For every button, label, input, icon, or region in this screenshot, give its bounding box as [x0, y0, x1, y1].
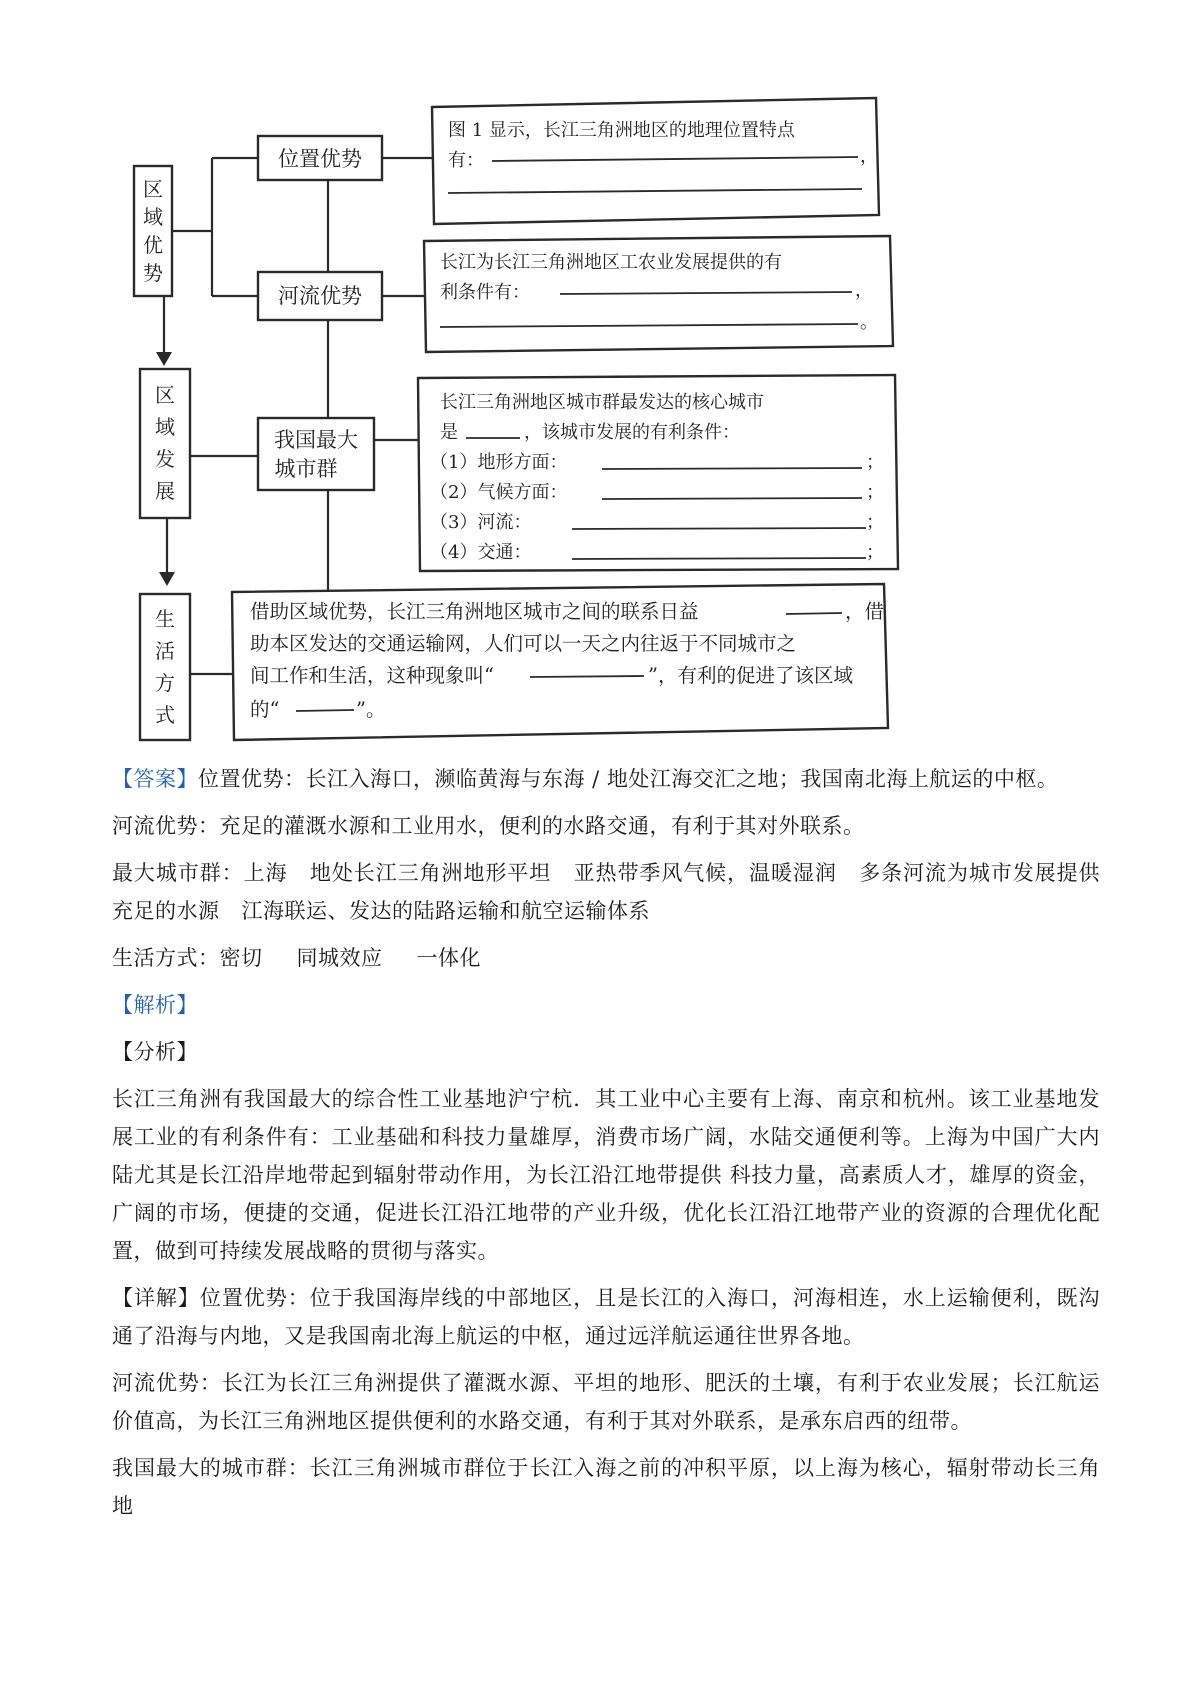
detail-paragraph-3: 我国最大的城市群：长江三角洲城市群位于长江入海之前的冲积平原，以上海为核心，辐射带动长三角地 [112, 1456, 1100, 1518]
city-q-line2-suffix: ，该城市发展的有利条件： [524, 422, 740, 443]
left-lifestyle-c1: 生 [155, 607, 175, 631]
left-lifestyle-c3: 方 [155, 671, 175, 695]
left-region-adv-c1: 区 [143, 177, 163, 201]
life-q-line4a: 的“ [250, 698, 280, 721]
left-region-dev-c4: 展 [155, 479, 175, 503]
city-q-item3-suffix: ； [866, 512, 884, 533]
city-q-line1: 长江三角洲地区城市群最发达的核心城市 [440, 392, 764, 413]
left-region-dev-c1: 区 [155, 383, 175, 407]
answer-life-label: 生活方式： [112, 946, 220, 970]
detail-tag: 【详解】 [112, 1286, 200, 1310]
left-region-adv-c4: 势 [143, 261, 163, 285]
position-q-line2-prefix: 有： [448, 150, 484, 171]
label-city-group-line2: 城市群 [274, 457, 338, 481]
answer-paragraph-2: 河流优势：充足的灌溉水源和工业用水，便利的水路交通，有利于其对外联系。 [112, 814, 865, 838]
life-q-line3a: 间工作和生活，这种现象叫“ [250, 664, 494, 687]
answer-paragraph-1 [112, 760, 1100, 798]
life-q-line4b: ”。 [356, 698, 386, 721]
answer-paragraph-3 [112, 854, 1100, 930]
city-q-item1-suffix: ； [866, 452, 884, 473]
life-q-line2: 助本区发达的交通运输网，人们可以一天之内往返于不同城市之 [250, 632, 797, 655]
detail-paragraph-2: 河流优势：长江为长江三角洲提供了灌溉水源、平坦的地形、肥沃的土壤，有利于农业发展；长江航运价值高，为长江三角洲地区提供便利的水路交通，有利于其对外联系，是承东启西的纽带。 [112, 1371, 1100, 1433]
city-q-item2: （2）气候方面： [430, 482, 568, 503]
left-lifestyle-c4: 式 [155, 703, 175, 727]
city-q-item4: （4）交通： [430, 542, 532, 563]
left-region-adv-c2: 域 [143, 205, 163, 229]
label-position-advantage: 位置优势 [278, 147, 362, 171]
label-river-advantage: 河流优势 [278, 284, 362, 308]
answer-city-item-4: 多条河流为城市发展提供充足的水源 [112, 861, 1101, 923]
analysis-subtag: 【分析】 [112, 1040, 198, 1064]
river-q-line2-suffix: ， [855, 280, 873, 301]
city-q-item3: （3）河流： [430, 512, 532, 533]
river-q-line2-prefix: 利条件有： [440, 282, 530, 303]
answer-city-item-2: 地处长江三角洲地形平坦 [309, 861, 552, 885]
city-q-item1: （1）地形方面： [430, 452, 568, 473]
analysis-body: 长江三角洲有我国最大的综合性工业基地沪宁杭．其工业中心主要有上海、南京和杭州。该工业基地发展工业的有利条件有：工业基础和科技力量雄厚，消费市场广阔，水陆交通便利等。上海为中国广大内陆尤其是长江沿岸地带起到辐射带动作用，为长江沿江地带提供 科技力量，高素质人才，雄厚的资金，广阔的市场，便捷的交通，促进长江沿江地带的产业升级，优化长江沿江地带产业的资源的合理优化配置，做到可持续发展战略的贯彻与落实。 [112, 1087, 1100, 1263]
position-q-line1: 图 1 显示，长江三角洲地区的地理位置特点 [448, 120, 795, 141]
answer-section [112, 760, 1100, 1534]
left-lifestyle-c2: 活 [155, 639, 175, 663]
river-q-line3-suffix: 。 [860, 312, 878, 333]
answer-life-item-3: 一体化 [416, 946, 481, 970]
answer-tag: 【答案】 [112, 767, 198, 791]
river-q-line1: 长江为长江三角洲地区工农业发展提供的有 [440, 252, 782, 273]
answer-position: 位置优势：长江入海口，濒临黄海与东海 / 地处江海交汇之地；我国南北海上航运的中枢。 [198, 767, 1059, 791]
analysis-tag: 【解析】 [112, 993, 198, 1017]
answer-city-label: 最大城市群： [112, 861, 244, 885]
life-q-line3b: ”，有利的促进了该区域 [648, 664, 853, 687]
city-q-item4-suffix: ； [866, 542, 884, 563]
answer-life-item-1: 密切 [219, 946, 263, 970]
answer-city-item-3: 亚热带季风气候，温暖湿润 [573, 861, 837, 885]
left-region-adv-c3: 优 [143, 233, 163, 257]
life-q-line1b: ，借 [845, 600, 885, 623]
answer-city-item-1: 上海 [243, 861, 288, 885]
answer-life-item-2: 同城效应 [296, 946, 383, 970]
detail-position: 位置优势：位于我国海岸线的中部地区，且是长江的入海口，河海相连，水上运输便利，既沟通了沿海与内地，又是我国南北海上航运的中枢，通过远洋航运通往世界各地。 [112, 1286, 1101, 1348]
life-q-line1a: 借助区域优势，长江三角洲地区城市之间的联系日益 [250, 600, 699, 623]
answer-paragraph-4 [112, 939, 1100, 977]
label-city-group-line1: 我国最大 [274, 428, 358, 452]
city-q-line2-prefix: 是 [440, 422, 458, 443]
detail-paragraph-1 [112, 1279, 1100, 1355]
left-region-dev-c3: 发 [155, 447, 175, 471]
city-q-item2-suffix: ； [866, 482, 884, 503]
regional-diagram [0, 0, 1200, 760]
position-q-line2-suffix: ， [860, 146, 878, 167]
answer-city-item-5: 江海联运、发达的陆路运输和航空运输体系 [241, 899, 650, 923]
left-region-dev-c2: 域 [155, 415, 175, 439]
